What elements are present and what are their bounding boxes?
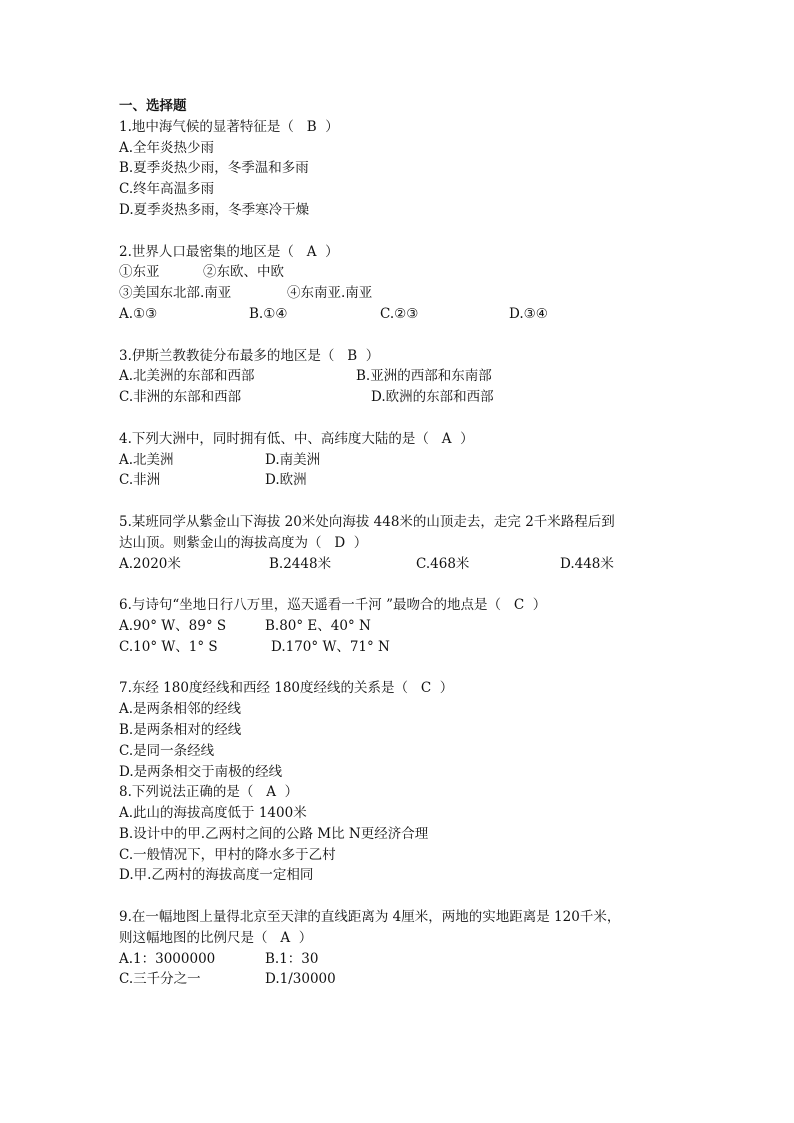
question-8-option-d: D.甲.乙两村的海拔高度一定相同 [119,867,314,884]
question-2-item-2: ②东欧、中欧 [203,264,284,281]
question-4-row-2 [119,470,719,491]
question-9-option-d: D.1/30000 [265,971,336,988]
question-6-option-c: C.10° W、1° S [119,638,218,655]
question-3-option-a: A.北美洲的东部和西部 [119,368,255,385]
question-5-row-1 [119,554,719,575]
question-6-option-d: D.170° W、71° N [271,638,390,655]
question-3-option-d: D.欧洲的东部和西部 [371,389,494,406]
question-2-option-a: A.①③ [119,305,158,322]
question-4-option-c: C.非洲 [119,472,161,489]
question-5-option-c: C.468米 [416,555,470,572]
question-1-option-c: C.终年高温多雨 [119,181,215,198]
question-2-item-4: ④东南亚.南亚 [287,285,373,302]
question-4-option-a: A.北美洲 [119,451,174,468]
document-page [119,96,719,990]
question-2-option-b: B.①④ [249,305,288,322]
question-9-row-1 [119,949,719,970]
question-8-option-c: C.一般情况下，甲村的降水多于乙村 [119,846,336,863]
question-9-stem: 9.在一幅地图上量得北京至天津的直线距离为 4厘米，两地的实地距离是 120千米， [119,909,621,926]
question-7-option-c: C.是同一条经线 [119,742,215,759]
question-7-stem: 7.东经 180度经线和西经 180度经线的关系是（ C ） [119,680,454,697]
question-9-stem-cont: 则这幅地图的比例尺是（ A ） [119,929,313,946]
question-8-option-b: B.设计中的甲.乙两村之间的公路 M比 N更经济合理 [119,825,429,842]
question-6-option-b: B.80° E、40° N [265,617,371,634]
question-4-option-d1: D.南美洲 [265,451,321,468]
question-6-row-1 [119,616,719,637]
question-9-option-c: C.三千分之一 [119,971,201,988]
question-4-option-d2: D.欧洲 [265,472,307,489]
question-6-option-a: A.90° W、89° S [119,617,227,634]
question-7-option-d: D.是两条相交于南极的经线 [119,763,283,780]
question-5-stem-cont: 达山顶。则紫金山的海拔高度为（ D ） [119,534,368,551]
question-8-option-a: A.此山的海拔高度低于 1400米 [119,805,307,822]
question-7-option-a: A.是两条相邻的经线 [119,701,242,718]
question-5-option-d: D.448米 [560,555,614,572]
question-1-option-b: B.夏季炎热少雨，冬季温和多雨 [119,160,309,177]
question-5-option-b: B.2448米 [269,555,332,572]
question-4-row-1 [119,450,719,471]
question-1-option-d: D.夏季炎热多雨，冬季寒冷干燥 [119,201,310,218]
question-3-row-2 [119,387,719,408]
question-2-item-3: ③美国东北部.南亚 [119,285,232,302]
question-9-option-a: A.1：3000000 [119,950,216,967]
question-2-option-c: C.②③ [380,305,419,322]
question-2-row-1 [119,262,719,283]
question-1-stem: 1.地中海气候的显著特征是（ B ） [119,118,339,135]
question-9-row-2 [119,969,719,990]
question-6-stem: 6.与诗句“坐地日行八万里，巡天遥看一千河 ”最吻合的地点是（ C ） [119,597,547,614]
question-4-stem: 4.下列大洲中，同时拥有低、中、高纬度大陆的是（ A ） [119,430,474,447]
question-3-stem: 3.伊斯兰教教徒分布最多的地区是（ B ） [119,347,380,364]
question-2-row-2 [119,283,719,304]
question-8-stem: 8.下列说法正确的是（ A ） [119,784,299,801]
question-3-option-b: B.亚洲的西部和东南部 [356,368,492,385]
question-2-option-d: D.③④ [509,305,548,322]
question-2-row-3 [119,304,719,325]
question-5-stem: 5.某班同学从紫金山下海拔 20米处向海拔 448米的山顶走去，走完 2千米路程后到 [119,513,615,530]
section-title: 一、选择题 [119,98,187,114]
question-2-stem: 2.世界人口最密集的地区是（ A ） [119,243,339,260]
question-7-option-b: B.是两条相对的经线 [119,721,242,738]
question-2-item-1: ①东亚 [119,264,160,281]
question-9-option-b: B.1：30 [265,950,319,967]
question-5-option-a: A.2020米 [119,555,181,572]
question-3-row-1 [119,366,719,387]
question-3-option-c: C.非洲的东部和西部 [119,389,242,406]
question-1-option-a: A.全年炎热少雨 [119,139,215,156]
question-6-row-2 [119,637,719,658]
